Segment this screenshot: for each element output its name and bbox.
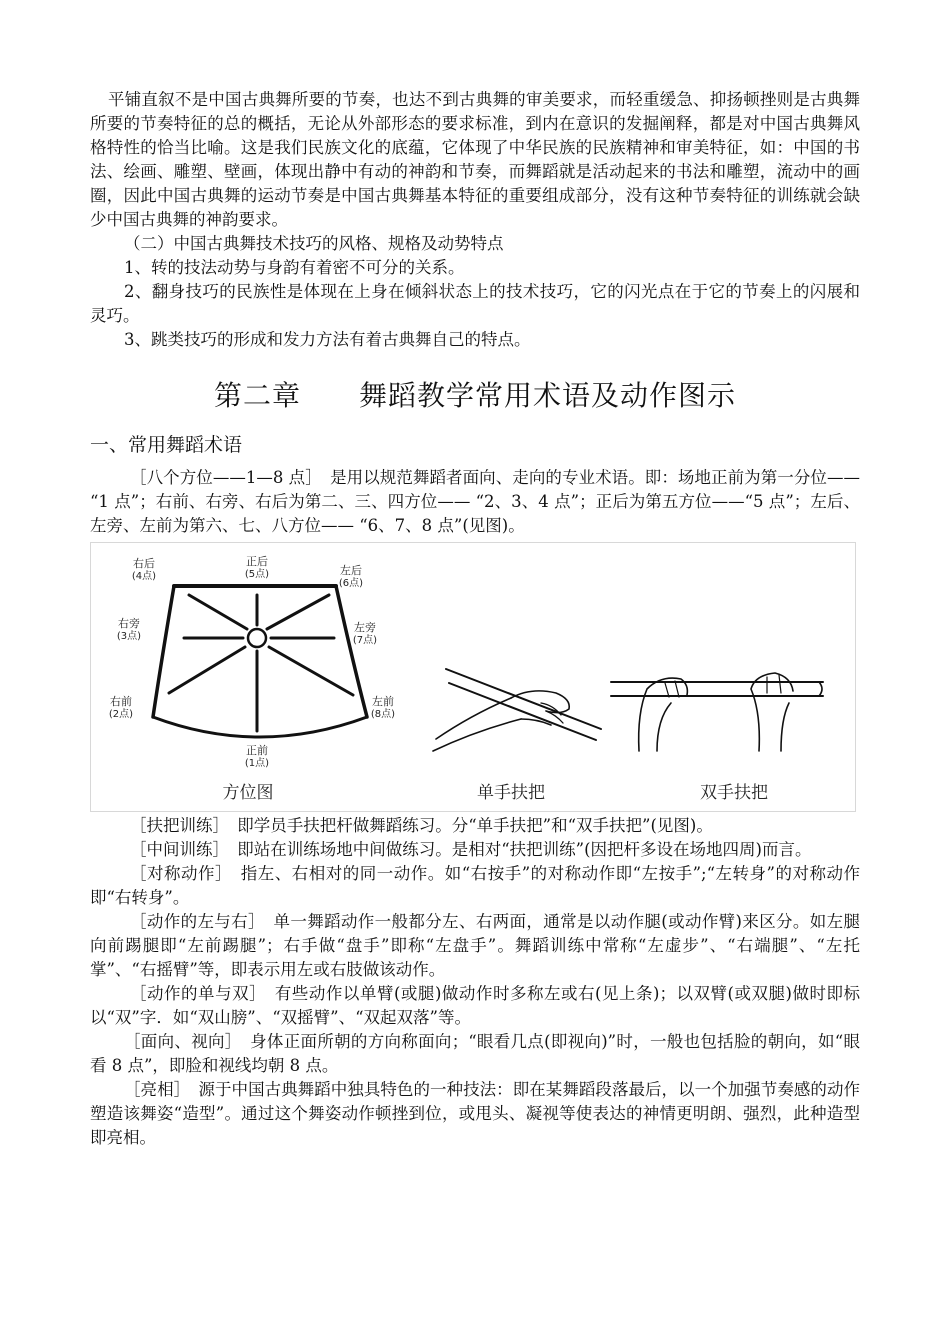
term-liangxiang: ［亮相］ 源于中国古典舞蹈中独具特色的一种技法：即在某舞蹈段落最后，以一个加强节奏感的动作塑造该舞姿“造型”。通过这个舞姿动作顿挫到位，或甩头、凝视等使表达的神情更明朗、强烈，此种造型即亮相。 [90,1080,860,1147]
point-1-label: 正前 [246,744,268,757]
point-2-number: (2点) [108,709,134,720]
caption-double-hand: 双手扶把 [700,783,768,803]
caption-single-hand: 单手扶把 [477,783,545,803]
point-8-label: 左前 [372,695,394,708]
subheading-technique: （二）中国古典舞技术技巧的风格、规格及动势特点 [124,234,504,253]
term-center-training: ［中间训练］ 即站在训练场地中间做练习。是相对“扶把训练”(因把杆多设在场地四周)而言。 [130,840,812,859]
point-2-label: 右前 [110,695,132,708]
point-8-number: (8点) [370,709,396,720]
point-5-label: 正后 [246,555,268,568]
position-diagram [153,586,367,737]
point-5-number: (5点) [244,569,270,580]
point-3-label: 右旁 [118,617,140,630]
list-item-1: 1、转的技法动势与身韵有着密不可分的关系。 [124,258,465,277]
point-6-label: 左后 [340,564,362,577]
point-7-label: 左旁 [354,621,376,634]
chapter-title: 第二章 舞蹈教学常用术语及动作图示 [213,379,736,412]
point-1-number: (1点) [244,758,270,769]
term-symmetric-action: ［对称动作］ 指左、右相对的同一动作。如“右按手”的对称动作即“左按手”;“左转身”的对称动作即“右转身”。 [90,864,860,907]
point-6-number: (6点) [338,578,364,589]
term-barre-training: ［扶把训练］ 即学员手扶把杆做舞蹈练习。分“单手扶把”和“双手扶把”(见图)。 [130,816,713,835]
figure-svg [91,543,857,813]
term-single-double: ［动作的单与双］ 有些动作以单臂(或腿)做动作时多称左或右(见上条)；以双臂(或双腿)做时即标以“双”字．如“双山膀”、“双摇臂”、“双起双落”等。 [90,984,860,1027]
list-item-3: 3、跳类技巧的形成和发力方法有着古典舞自己的特点。 [124,330,531,349]
double-hand-barre-illustration [611,673,823,751]
figure-panel [90,542,856,812]
point-4-label: 右后 [133,557,155,570]
point-3-number: (3点) [116,631,142,642]
single-hand-barre-illustration [433,669,601,751]
caption-position-diagram: 方位图 [222,783,274,803]
list-item-2: 2、翻身技巧的民族性是体现在上身在倾斜状态上的技术技巧，它的闪光点在于它的节奏上的闪展和灵巧。 [90,282,860,325]
term-left-right: ［动作的左与右］ 单一舞蹈动作一般都分左、右两面，通常是以动作腿(或动作臂)来区分。如左腿向前踢腿即“左前踢腿”；右手做“盘手”即称“左盘手”。舞蹈训练中常称“左虚步”、“右端腿”、“左托掌”、“右摇臂”等，即表示用左或右肢做该动作。 [90,912,860,979]
section-title: 一、常用舞蹈术语 [90,434,243,456]
document-page [90,88,866,1150]
paragraph-rhythm: 平铺直叙不是中国古典舞所要的节奏，也达不到古典舞的审美要求，而轻重缓急、抑扬顿挫则是古典舞所要的节奏特征的总的概括，无论从外部形态的要求标准，到内在意识的发掘阐释，都是对中国古典舞风格特性的恰当比喻。这是我们民族文化的底蕴，它体现了中华民族的民族精神和审美特征，如：中国的书法、绘画、雕塑、壁画，体现出静中有动的神韵和节奏，而舞蹈就是活动起来的书法和雕塑，流动中的画圈，因此中国古典舞的运动节奏是中国古典舞基本特征的重要组成部分，没有这种节奏特征的训练就会缺少中国古典舞的神韵要求。 [90,90,860,229]
term-facing-gaze: ［面向、视向］ 身体正面所朝的方向称面向；“眼看几点(即视向)”时，一般也包括脸的朝向，如“眼看 8 点”，即脸和视线均朝 8 点。 [90,1032,860,1075]
point-4-number: (4点) [131,571,157,582]
point-7-number: (7点) [352,635,378,646]
term-eight-positions: ［八个方位——1—8 点］ 是用以规范舞蹈者面向、走向的专业术语。即：场地正前为第一分位—— “1 点”；右前、右旁、右后为第二、三、四方位—— “2、3、4 点”；正后为第五方位——“5 点”；左后、左旁、左前为第六、七、八方位—— “6、7、8 点”(见图)。 [90,468,866,535]
